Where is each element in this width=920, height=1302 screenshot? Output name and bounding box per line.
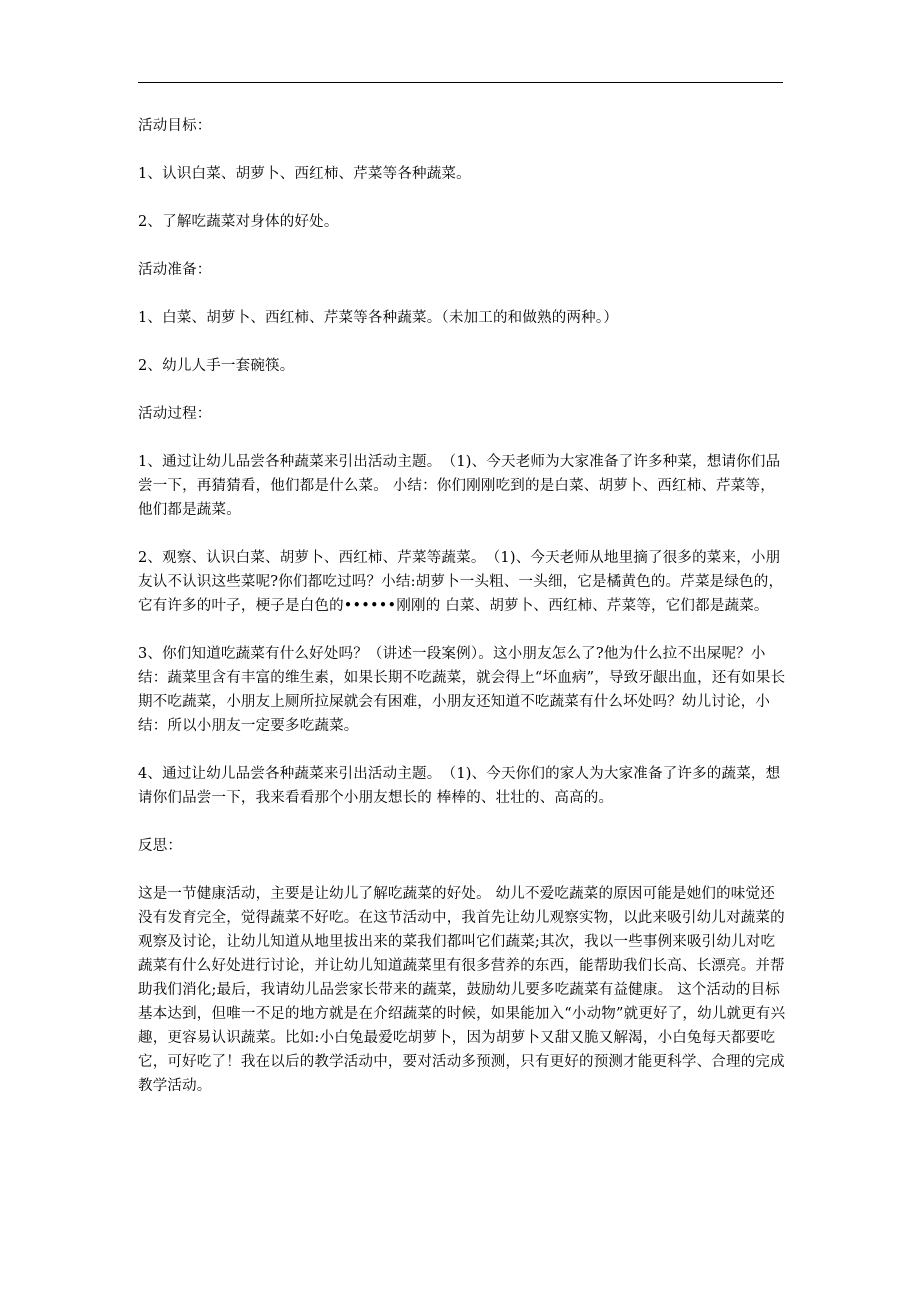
goal-item-2: 2、了解吃蔬菜对身体的好处。 (138, 214, 339, 230)
goals-heading: 活动目标： (138, 118, 212, 134)
process-step-1: 1、通过让幼儿品尝各种蔬菜来引出活动主题。 （1)、今天老师为大家准备了许多种菜，想请你们品尝一下，再猜猜看，他们都是什么菜。 小结：你们刚刚吃到的是白菜、胡萝卜、西红柿、芹菜等，他们都是蔬菜。 (138, 454, 781, 518)
header-rule (138, 82, 783, 83)
process-heading: 活动过程： (138, 406, 212, 422)
prep-item-1: 1、白菜、胡萝卜、西红柿、芹菜等各种蔬菜。（未加工的和做熟的两种。） (138, 310, 619, 326)
goal-item-1: 1、认识白菜、胡萝卜、西红柿、芹菜等各种蔬菜。 (138, 166, 471, 182)
process-step-2: 2、观察、认识白菜、胡萝卜、西红柿、芹菜等蔬菜。 （1)、今天老师从地里摘了很多的菜来，小朋友认不认识这些菜呢?你们都吃过吗？小结:胡萝卜一头粗、一头细，它是橘黄色的。芹菜是绿色的，它有许多的叶子，梗子是白色的••••••刚刚的 白菜、胡萝卜、西红柿、芹菜等，它们都是蔬菜。 (138, 550, 784, 614)
reflection-paragraph: 这是一节健康活动，主要是让幼儿了解吃蔬菜的好处。 幼儿不爱吃蔬菜的原因可能是她们的味觉还没有发育完全，觉得蔬菜不好吃。在这节活动中，我首先让幼儿观察实物，以此来吸引幼儿对蔬菜的观察及讨论，让幼儿知道从地里拔出来的菜我们都叫它们蔬菜;其次，我以一些事例来吸引幼儿对吃蔬菜有什么好处进行讨论，并让幼儿知道蔬菜里有很多营养的东西，能帮助我们长高、长漂亮。并帮助我们消化;最后，我请幼儿品尝家长带来的蔬菜，鼓励幼儿要多吃蔬菜有益健康。 这个活动的目标基本达到，但唯一不足的地方就是在介绍蔬菜的时候，如果能加入“小动物”就更好了，幼儿就更有兴趣，更容易认识蔬菜。比如:小白兔最爱吃胡萝卜，因为胡萝卜又甜又脆又解渴，小白兔每天都要吃它，可好吃了！我在以后的教学活动中，要对活动多预测，只有更好的预测才能更科学、合理的完成教学活动。 (138, 886, 786, 1094)
reflection-heading: 反思： (138, 838, 183, 854)
prep-item-2: 2、幼儿人手一套碗筷。 (138, 358, 295, 374)
process-step-4: 4、通过让幼儿品尝各种蔬菜来引出活动主题。 （1)、今天你们的家人为大家准备了许多的蔬菜，想请你们品尝一下，我来看看那个小朋友想长的 棒棒的、壮壮的、高高的。 (138, 766, 781, 806)
prep-heading: 活动准备： (138, 262, 212, 278)
document-body (138, 114, 786, 1122)
process-step-3: 3、你们知道吃蔬菜有什么好处吗？（讲述一段案例）。这小朋友怎么了?他为什么拉不出屎呢？小结：蔬菜里含有丰富的维生素，如果长期不吃蔬菜，就会得上“坏血病”，导致牙龈出血，还有如果长期不吃蔬菜，小朋友上厕所拉屎就会有困难，小朋友还知道不吃蔬菜有什么坏处吗？幼儿讨论，小结：所以小朋友一定要多吃蔬菜。 (138, 646, 786, 734)
